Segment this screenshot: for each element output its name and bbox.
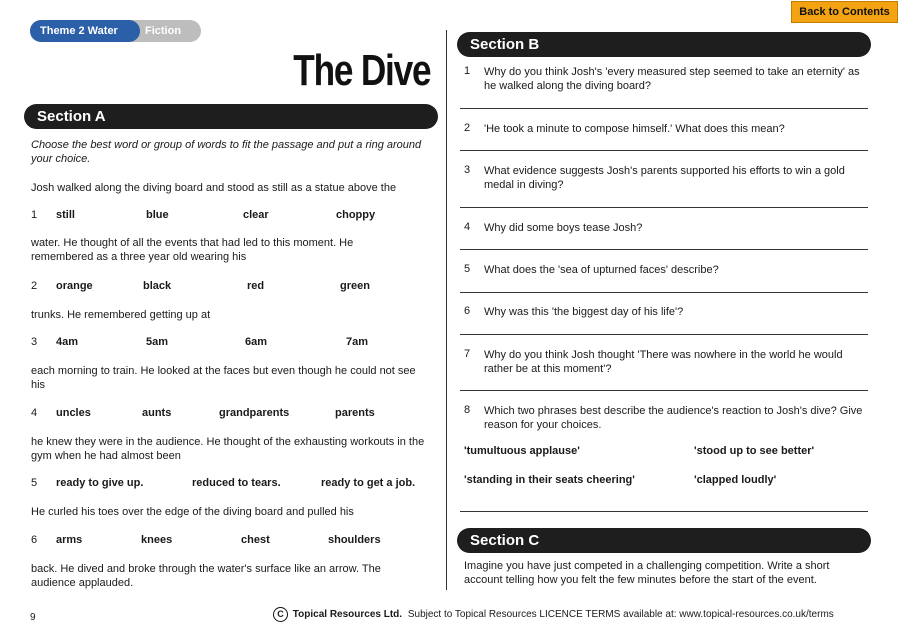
page-title: The Dive [292,46,430,95]
answer-line[interactable] [460,249,868,250]
section-c-prompt: Imagine you have just competed in a challenging competition. Write a short account telling how you felt the few minutes before the start of the event. [464,560,830,586]
passage-line: back. He dived and broke through the water's surface like an arrow. The audience applauded. [31,563,381,589]
choice-option[interactable]: red [247,280,265,292]
question-number: 8 [464,404,471,416]
genre-label: Fiction [145,25,182,37]
choice-option[interactable]: orange [56,280,93,292]
licence-text: Subject to Topical Resources LICENCE TERMS available at: www.topical-resources.co.uk/terms [407,609,834,621]
question-number: 1 [464,65,471,77]
question-text: Why did some boys tease Josh? [484,222,643,234]
question-number: 4 [464,221,471,233]
publisher-name: Topical Resources Ltd. [292,609,403,621]
question-text: Why was this 'the biggest day of his life'? [484,306,684,318]
choice-option[interactable]: still [56,209,75,221]
answer-line[interactable] [460,390,868,391]
theme-pill: Theme 2 Water [30,20,140,42]
choice-number: 1 [31,209,38,221]
page-number: 9 [30,612,36,623]
question-text: What does the 'sea of upturned faces' describe? [484,264,719,276]
question-number: 2 [464,122,471,134]
passage-line: each morning to train. He looked at the faces but even though he could not see his [31,365,416,391]
choice-option[interactable]: clear [243,209,269,221]
passage-line: water. He thought of all the events that had led to this moment. He remembered as a three year old wearing his [31,237,354,263]
question-text: What evidence suggests Josh's parents supported his efforts to win a gold medal in diving? [484,165,845,191]
choice-number: 6 [31,534,38,546]
choice-option[interactable]: 7am [346,336,369,348]
choice-option[interactable]: 5am [146,336,169,348]
choice-number: 5 [31,477,38,489]
answer-line[interactable] [460,108,868,109]
choice-option[interactable]: shoulders [328,534,381,546]
choice-option[interactable]: 6am [245,336,268,348]
answer-line[interactable] [460,511,868,512]
section-b-header: Section B [457,32,871,57]
choice-option[interactable]: aunts [142,407,172,419]
answer-line[interactable] [460,292,868,293]
answer-line[interactable] [460,207,868,208]
choice-option[interactable]: choppy [336,209,376,221]
passage-line: he knew they were in the audience. He thought of the exhausting workouts in the gym when he had almost been [31,436,425,462]
phrase-option[interactable]: 'clapped loudly' [694,474,777,486]
question-number: 6 [464,305,471,317]
choice-option[interactable]: reduced to tears. [192,477,281,489]
section-a-instructions: Choose the best word or group of words to fit the passage and put a ring around your choice. [31,139,422,165]
answer-line[interactable] [460,334,868,335]
copyright-icon: C [273,607,288,622]
choice-option[interactable]: 4am [56,336,79,348]
choice-option[interactable]: black [143,280,172,292]
choice-option[interactable]: knees [141,534,173,546]
section-a-header: Section A [24,104,438,129]
choice-option[interactable]: uncles [56,407,91,419]
choice-option[interactable]: green [340,280,370,292]
passage-line: He curled his toes over the edge of the diving board and pulled his [31,506,354,518]
question-text: Which two phrases best describe the audience's reaction to Josh's dive? Give reason for your choices. [484,405,863,431]
phrase-option[interactable]: 'standing in their seats cheering' [464,474,635,486]
choice-option[interactable]: chest [241,534,270,546]
choice-number: 4 [31,407,38,419]
passage-line: trunks. He remembered getting up at [31,309,211,321]
choice-number: 2 [31,280,38,292]
choice-option[interactable]: arms [56,534,83,546]
phrase-option[interactable]: 'tumultuous applause' [464,445,580,457]
question-number: 5 [464,263,471,275]
question-number: 3 [464,164,471,176]
phrase-option[interactable]: 'stood up to see better' [694,445,815,457]
question-text: Why do you think Josh thought 'There was nowhere in the world he would rather be at this moment'? [484,349,843,375]
column-divider [446,30,447,590]
footer-licence [273,607,834,622]
choice-option[interactable]: grandparents [219,407,290,419]
back-to-contents-button[interactable]: Back to Contents [791,1,898,23]
question-text: Why do you think Josh's 'every measured step seemed to take an eternity' as he walked along the diving board? [484,66,860,92]
question-number: 7 [464,348,471,360]
answer-line[interactable] [460,150,868,151]
question-text: 'He took a minute to compose himself.' What does this mean? [484,123,785,135]
section-c-header: Section C [457,528,871,553]
choice-option[interactable]: ready to give up. [56,477,144,489]
choice-option[interactable]: parents [335,407,375,419]
choice-option[interactable]: blue [146,209,169,221]
choice-number: 3 [31,336,38,348]
passage-line: Josh walked along the diving board and stood as still as a statue above the [31,182,397,194]
choice-option[interactable]: ready to get a job. [321,477,416,489]
